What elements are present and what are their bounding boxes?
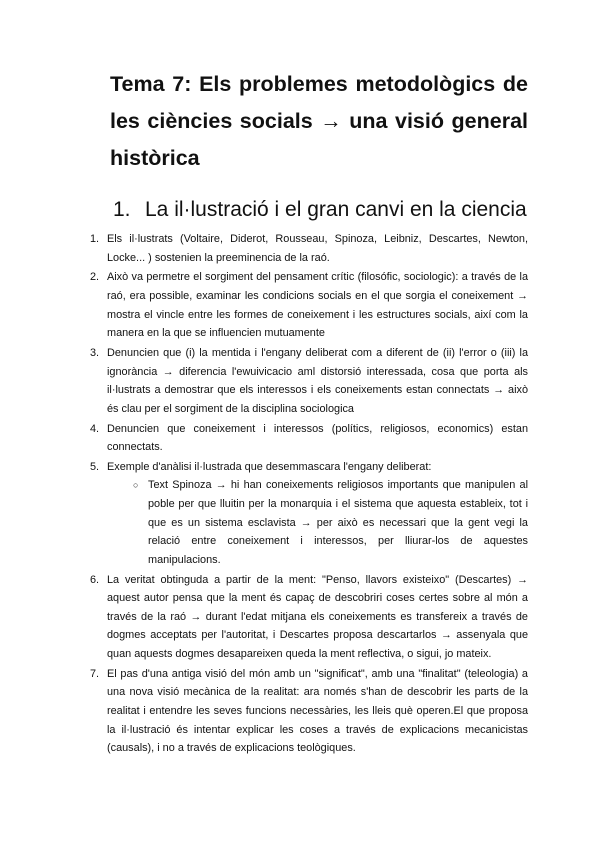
- item-number: 4.: [90, 422, 100, 435]
- item-text: Denuncien que coneixement i interessos (polítics, religiosos, economics) estan connectats.: [107, 422, 528, 454]
- list-item: [90, 571, 528, 664]
- sub-list: [107, 476, 528, 569]
- list-item: [90, 230, 528, 267]
- item-text: Els il·lustrats (Voltaire, Diderot, Rousseau, Spinoza, Leibniz, Descartes, Newton, Locke... ) sostenien la preeminencia de la raó.: [107, 233, 528, 264]
- section-number: 1.: [113, 198, 131, 221]
- numbered-list: [90, 230, 528, 759]
- list-item: [90, 344, 528, 418]
- item-number: 6.: [90, 573, 100, 586]
- item-text: Denuncien que (i) la mentida i l'engany deliberat com a diferent de (ii) l'error o (iii) la ignorància → diferencia l'ewuivicacio aml distorsió interessada, cosa que porta als il·lustrats a demostrar que els interessos i els coneixements estan connectats → això és clau per el sorgiment de la disciplina sociologica: [107, 346, 528, 415]
- section-heading-text: La il·lustració i el gran canvi en la ciencia: [145, 198, 527, 221]
- document-title: Tema 7: Els problemes metodològics de les ciències socials → una visió general històrica: [110, 72, 528, 170]
- circle-bullet-icon: ○: [133, 480, 139, 491]
- item-text: La veritat obtinguda a partir de la ment: "Penso, llavors existeixo" (Descartes) → aquest autor pensa que la ment és capaç de descobriri coses certes sobre al món a través de la raó → durant l'edat mitjana els coneixements es transfereix a través de dogmes acceptats per l'autoritat, i Descartes proposa descartarlos → assenyala que quan aquests dogmes desapareixen queda la ment reflectiva, o sigui, jo mateix.: [107, 573, 528, 660]
- list-item: [90, 268, 528, 342]
- list-item: [90, 458, 528, 570]
- item-number: 5.: [90, 460, 100, 473]
- list-item: [90, 420, 528, 457]
- sub-list-item: [107, 476, 528, 569]
- item-text: Això va permetre el sorgiment del pensament crític (filosófic, sociologic): a través de la raó, era possible, examinar les condicions socials en el que sorgia el coneixement → mostra el vincle entre les formes de coneixement i les estructures socials, així com la manera en la que se influencien mutuamente: [107, 271, 528, 340]
- item-text: El pas d'una antiga visió del món amb un "significat", amb una "finalitat" (teleologia) a una nova visió mecànica de la realitat: ara només s'han de descobrir les parts de la realitat i entendre les seves funcions necessàries, les lleis què operen.El que proposa la il·lustració és intentar explicar les coses a través de explicacions mecanicistas (causals), i no a través de explicacions teològiques.: [107, 667, 528, 755]
- section-heading: [113, 196, 527, 224]
- item-number: 2.: [90, 271, 100, 284]
- item-number: 1.: [90, 233, 100, 245]
- list-item: [90, 665, 528, 758]
- sub-item-text: Text Spinoza → hi han coneixements religiosos importants que manipulen al poble per que lluitin per la monarquia i el sistema que aquesta estableix, tot i que es un sistema esclavista → per això es necessari que la gent vegi la relació entre coneixement i interessos, per lliurar-los de aquestes manipulacions.: [148, 479, 528, 566]
- item-number: 3.: [90, 346, 100, 359]
- item-number: 7.: [90, 667, 100, 680]
- item-text: Exemple d'anàlisi il·lustrada que desemmascara l'engany deliberat:: [107, 460, 432, 473]
